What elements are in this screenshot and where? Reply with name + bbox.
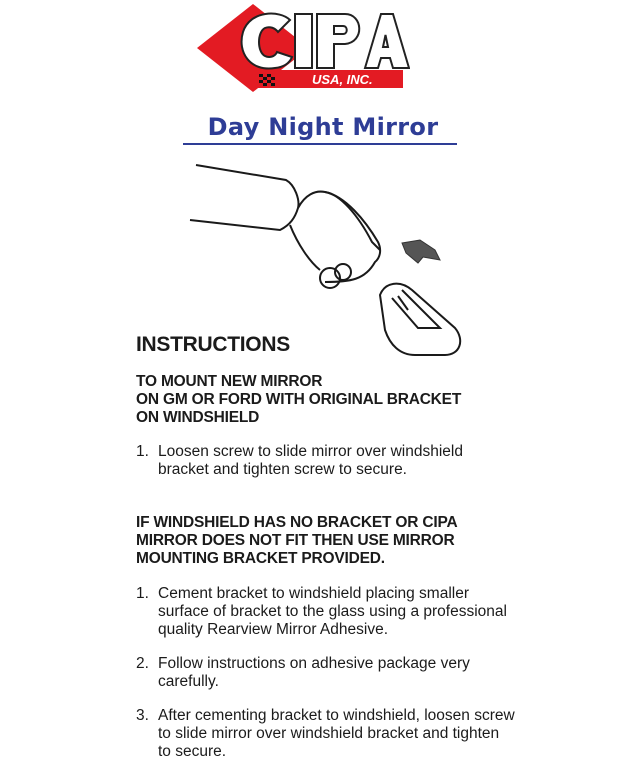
svg-text:USA, INC.: USA, INC. — [312, 72, 373, 87]
section1-line: ON GM OR FORD WITH ORIGINAL BRACKET — [136, 391, 462, 408]
section1-heading — [136, 373, 461, 427]
cipa-logo — [195, 2, 410, 94]
step-text: Follow instructions on adhesive package very carefully. — [158, 655, 470, 690]
step-number: 1. — [136, 443, 149, 460]
section2-step-1 — [136, 585, 516, 639]
section1-line: ON WINDSHIELD — [136, 409, 260, 426]
step-text: Loosen screw to slide mirror over windshield bracket and tighten screw to secure. — [158, 443, 463, 478]
step-number: 1. — [136, 585, 149, 602]
section2-line: IF WINDSHIELD HAS NO BRACKET OR CIPA — [136, 514, 458, 531]
page-title: Day Night Mirror — [207, 113, 439, 141]
step-number: 2. — [136, 655, 149, 672]
section1-line: TO MOUNT NEW MIRROR — [136, 373, 323, 390]
instructions-heading: INSTRUCTIONS — [136, 333, 290, 356]
section1-step-1 — [136, 443, 516, 479]
mirror-illustration — [180, 150, 465, 360]
section2-heading — [136, 514, 457, 568]
step-text: Cement bracket to windshield placing smaller surface of bracket to the glass using a professional quality Rearview Mirror Adhesive. — [158, 585, 507, 638]
section2-line: MIRROR DOES NOT FIT THEN USE MIRROR — [136, 532, 455, 549]
section2-step-2 — [136, 655, 516, 691]
step-text: After cementing bracket to windshield, loosen screw to slide mirror over windshield bracket and tighten to secure. — [158, 707, 515, 760]
step-number: 3. — [136, 707, 149, 724]
section2-step-3 — [136, 707, 516, 761]
title-underline — [183, 143, 457, 145]
section2-line: MOUNTING BRACKET PROVIDED. — [136, 550, 385, 567]
